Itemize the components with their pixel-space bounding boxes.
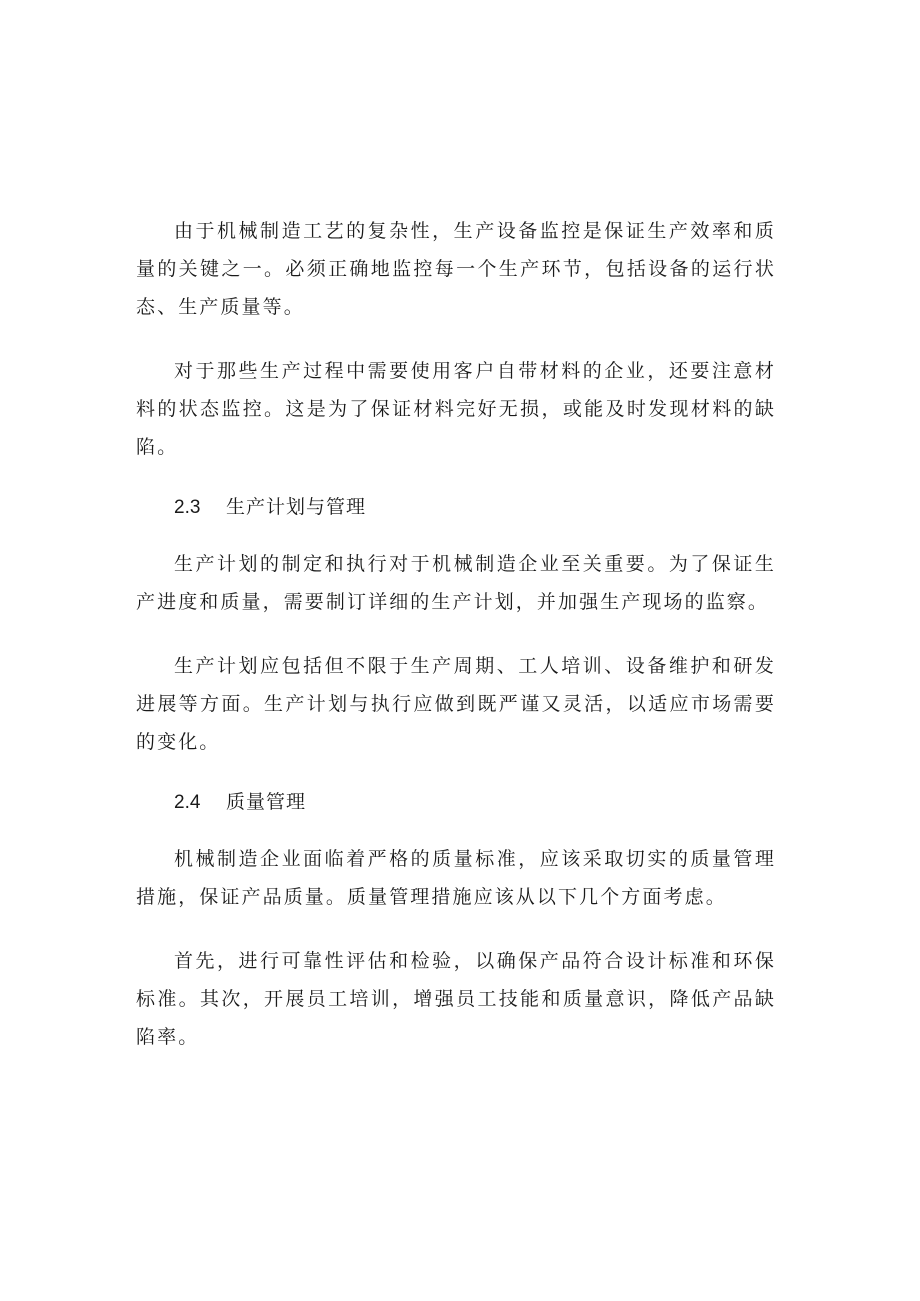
section-title: 质量管理 <box>226 791 307 813</box>
document-body <box>136 212 776 1082</box>
section-number: 2.3 <box>174 497 201 518</box>
paragraph-quality-measures: 首先，进行可靠性评估和检验，以确保产品符合设计标准和环保标准。其次，开展员工培训，增强员工技能和质量意识，降低产品缺陷率。 <box>136 950 776 1048</box>
paragraph-quality-standards: 机械制造企业面临着严格的质量标准，应该采取切实的质量管理措施，保证产品质量。质量管理措施应该从以下几个方面考虑。 <box>136 848 776 908</box>
section-heading-2-3 <box>136 488 776 527</box>
paragraph-plan-contents: 生产计划应包括但不限于生产周期、工人培训、设备维护和研发进展等方面。生产计划与执行应做到既严谨又灵活，以适应市场需要的变化。 <box>136 655 776 753</box>
paragraph-production-plan: 生产计划的制定和执行对于机械制造企业至关重要。为了保证生产进度和质量，需要制订详细的生产计划，并加强生产现场的监察。 <box>136 553 776 613</box>
section-title: 生产计划与管理 <box>226 496 367 518</box>
paragraph-material-monitoring: 对于那些生产过程中需要使用客户自带材料的企业，还要注意材料的状态监控。这是为了保证材料完好无损，或能及时发现材料的缺陷。 <box>136 360 776 458</box>
paragraph-equipment-monitoring: 由于机械制造工艺的复杂性，生产设备监控是保证生产效率和质量的关键之一。必须正确地监控每一个生产环节，包括设备的运行状态、生产质量等。 <box>136 220 776 318</box>
section-number: 2.4 <box>174 792 201 813</box>
section-heading-2-4 <box>136 783 776 822</box>
